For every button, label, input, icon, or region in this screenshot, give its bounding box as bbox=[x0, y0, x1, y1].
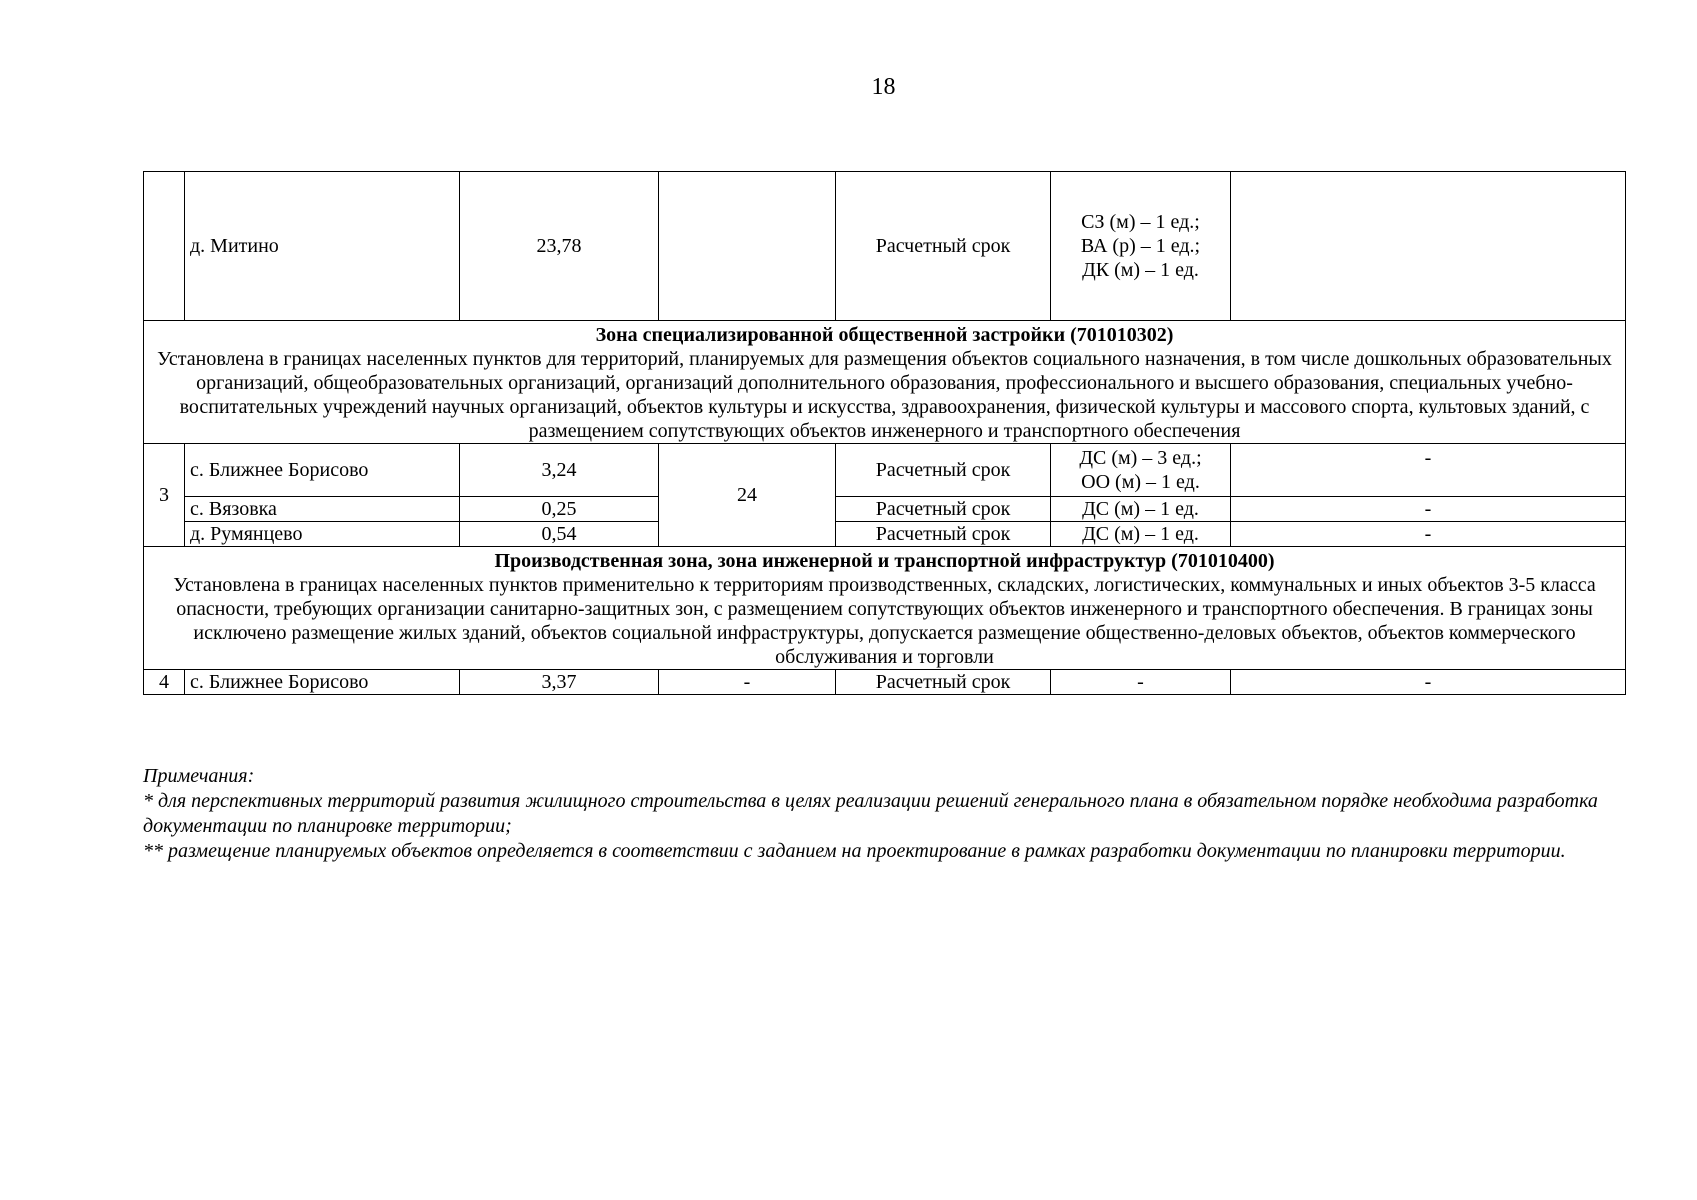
objects-cell: - bbox=[1051, 670, 1231, 695]
zone-header-row-production bbox=[144, 547, 1626, 670]
settlement-cell: с. Вязовка bbox=[185, 497, 460, 522]
term-cell: Расчетный срок bbox=[836, 444, 1051, 497]
note-cell: - bbox=[1231, 444, 1626, 497]
objects-cell bbox=[1051, 172, 1231, 321]
zone-title: Зона специализированной общественной застройки (701010302) bbox=[595, 324, 1174, 346]
area-cell: 3,24 bbox=[460, 444, 659, 497]
term-cell: Расчетный срок bbox=[836, 522, 1051, 547]
zone-header-cell bbox=[144, 547, 1626, 670]
note-cell: - bbox=[1231, 670, 1626, 695]
zones-table bbox=[143, 171, 1626, 695]
note-cell bbox=[1231, 172, 1626, 321]
table-row bbox=[144, 670, 1626, 695]
table-row bbox=[144, 522, 1626, 547]
table-row-mitino bbox=[144, 172, 1626, 321]
term-cell: Расчетный срок bbox=[836, 497, 1051, 522]
object-line: ДК (м) – 1 ед. bbox=[1082, 259, 1199, 281]
notes-section bbox=[143, 764, 1633, 864]
objects-cell: ДС (м) – 1 ед. bbox=[1051, 497, 1231, 522]
settlement-cell: д. Румянцево bbox=[185, 522, 460, 547]
note-item: ** размещение планируемых объектов определяется в соответствии с заданием на проектирование в рамках разработки документации по планировки территории. bbox=[143, 840, 1566, 862]
zone-header-cell bbox=[144, 321, 1626, 444]
row-number-cell bbox=[144, 172, 185, 321]
object-line: СЗ (м) – 1 ед.; bbox=[1081, 211, 1200, 233]
object-line: ВА (р) – 1 ед.; bbox=[1080, 235, 1201, 257]
settlement-cell: д. Митино bbox=[185, 172, 460, 321]
term-cell: Расчетный срок bbox=[836, 670, 1051, 695]
area-cell: 3,37 bbox=[460, 670, 659, 695]
page-number: 18 bbox=[871, 74, 896, 100]
zone-header-row-social bbox=[144, 321, 1626, 444]
row-number-cell: 4 bbox=[144, 670, 185, 695]
zone-title: Производственная зона, зона инженерной и транспортной инфраструктур (701010400) bbox=[494, 550, 1275, 572]
settlement-cell: с. Ближнее Борисово bbox=[185, 444, 460, 497]
term-cell: Расчетный срок bbox=[836, 172, 1051, 321]
value-cell: - bbox=[659, 670, 836, 695]
area-cell: 0,54 bbox=[460, 522, 659, 547]
note-cell: - bbox=[1231, 522, 1626, 547]
object-line: ОО (м) – 1 ед. bbox=[1081, 471, 1200, 493]
zone-description: Установлена в границах населенных пунктов применительно к территориям производственных, складских, логистических, коммунальных и иных объектов 3-5 класса опасности, требующих организации санитарно-защитных зон, с размещением сопутствующих объектов инженерного и транспортного обеспечения. В границах зоны исключено размещение жилых зданий, объектов социальной инфраструктуры, допускается размещение общественно-деловых объектов, объектов коммерческого обслуживания и торговли bbox=[173, 574, 1596, 668]
note-cell: - bbox=[1231, 497, 1626, 522]
table-row bbox=[144, 444, 1626, 497]
note-item: * для перспективных территорий развития жилищного строительства в целях реализации решений генерального плана в обязательном порядке необходима разработка документации по планировке территории; bbox=[143, 790, 1598, 837]
value-cell: 24 bbox=[659, 444, 836, 547]
object-line: ДС (м) – 3 ед.; bbox=[1079, 447, 1202, 469]
area-cell: 0,25 bbox=[460, 497, 659, 522]
settlement-cell: с. Ближнее Борисово bbox=[185, 670, 460, 695]
objects-cell: ДС (м) – 1 ед. bbox=[1051, 522, 1231, 547]
row-number-cell: 3 bbox=[144, 444, 185, 547]
zone-description: Установлена в границах населенных пунктов для территорий, планируемых для размещения объектов социального назначения, в том числе дошкольных образовательных организаций, общеобразовательных организаций, организаций дополнительного образования, профессионального и высшего образования, специальных учебно-воспитательных учреждений научных организаций, объектов культуры и искусства, здравоохранения, физической культуры и массового спорта, культовых зданий, с размещением сопутствующих объектов инженерного и транспортного обеспечения bbox=[157, 348, 1612, 442]
notes-heading: Примечания: bbox=[143, 765, 255, 787]
area-cell: 23,78 bbox=[460, 172, 659, 321]
value-cell bbox=[659, 172, 836, 321]
objects-cell bbox=[1051, 444, 1231, 497]
table-row bbox=[144, 497, 1626, 522]
